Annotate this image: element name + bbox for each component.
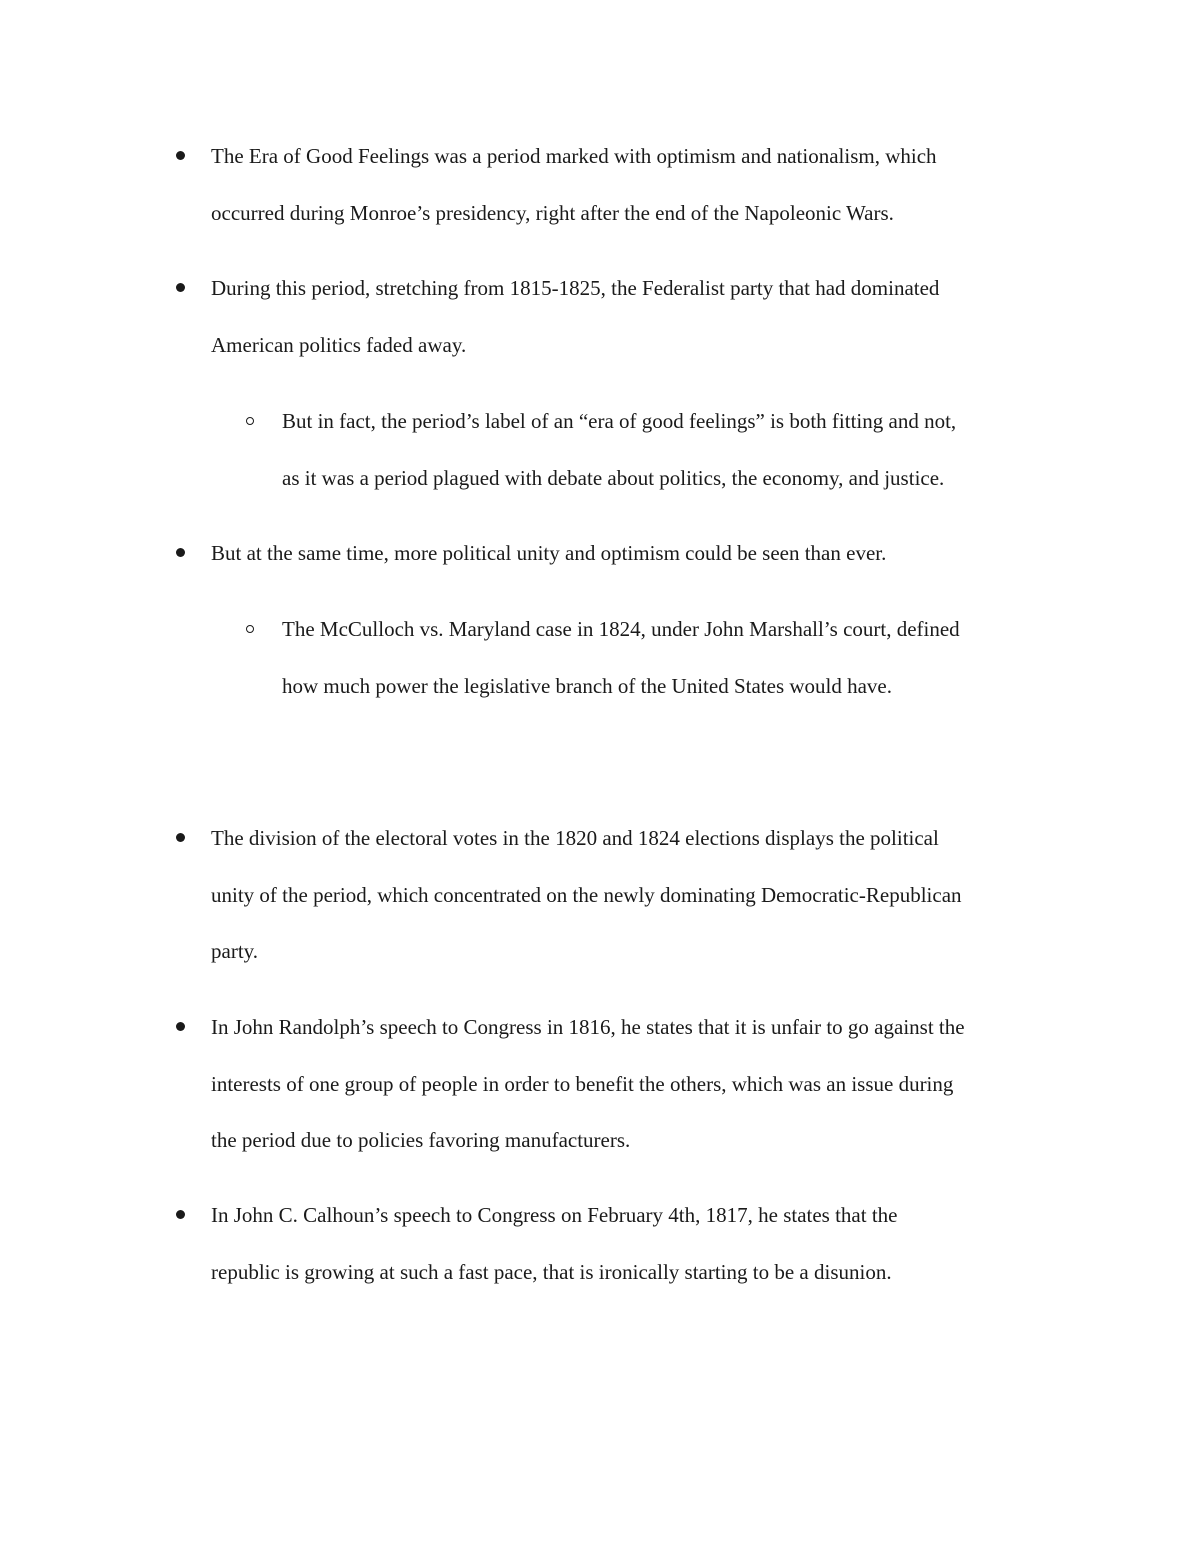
text-line: republic is growing at such a fast pace, that is ironically starting to be a disunion. xyxy=(211,1259,892,1284)
sub-list-item xyxy=(246,601,960,714)
list-item xyxy=(176,1187,898,1300)
list-item xyxy=(176,128,937,241)
text-line: how much power the legislative branch of the United States would have. xyxy=(282,673,893,698)
list-item-text xyxy=(211,810,962,980)
list-item-text xyxy=(282,601,960,714)
bullet-disc-icon xyxy=(176,128,185,185)
list-item-text xyxy=(211,260,939,373)
text-line: as it was a period plagued with debate about politics, the economy, and justice. xyxy=(282,465,945,490)
text-line: occurred during Monroe’s presidency, right after the end of the Napoleonic Wars. xyxy=(211,200,894,225)
list-item xyxy=(176,525,886,582)
bullet-disc-icon xyxy=(176,1187,185,1244)
text-line: During this period, stretching from 1815-1825, the Federalist party that had dominated xyxy=(211,276,940,300)
text-line: In John C. Calhoun’s speech to Congress on February 4th, 1817, he states that the xyxy=(211,1203,898,1227)
list-item-text xyxy=(211,128,937,241)
list-item xyxy=(176,810,962,980)
list-item-text xyxy=(211,525,886,582)
text-line: But in fact, the period’s label of an “era of good feelings” is both fitting and not, xyxy=(282,409,957,433)
bullet-circle-icon xyxy=(246,601,254,658)
text-line: interests of one group of people in order to benefit the others, which was an issue during xyxy=(211,1071,954,1096)
text-line: In John Randolph’s speech to Congress in 1816, he states that it is unfair to go against the xyxy=(211,1015,965,1039)
list-item xyxy=(176,260,939,373)
bullet-disc-icon xyxy=(176,810,185,867)
bullet-disc-icon xyxy=(176,525,185,582)
text-line: The division of the electoral votes in the 1820 and 1824 elections displays the political xyxy=(211,826,939,850)
bullet-disc-icon xyxy=(176,260,185,317)
text-line: The Era of Good Feelings was a period marked with optimism and nationalism, which xyxy=(211,144,937,168)
list-item-text xyxy=(211,999,965,1169)
list-item-text xyxy=(282,393,956,506)
text-line: party. xyxy=(211,939,259,963)
list-item xyxy=(176,999,965,1169)
sub-list-item xyxy=(246,393,956,506)
bullet-disc-icon xyxy=(176,999,185,1056)
text-line: unity of the period, which concentrated on the newly dominating Democratic-Republican xyxy=(211,882,962,907)
text-line: The McCulloch vs. Maryland case in 1824, under John Marshall’s court, defined xyxy=(282,617,960,641)
text-line: the period due to policies favoring manufacturers. xyxy=(211,1128,631,1152)
text-line: But at the same time, more political unity and optimism could be seen than ever. xyxy=(211,541,887,565)
bullet-circle-icon xyxy=(246,393,254,450)
list-item-text xyxy=(211,1187,898,1300)
text-line: American politics faded away. xyxy=(211,332,467,357)
